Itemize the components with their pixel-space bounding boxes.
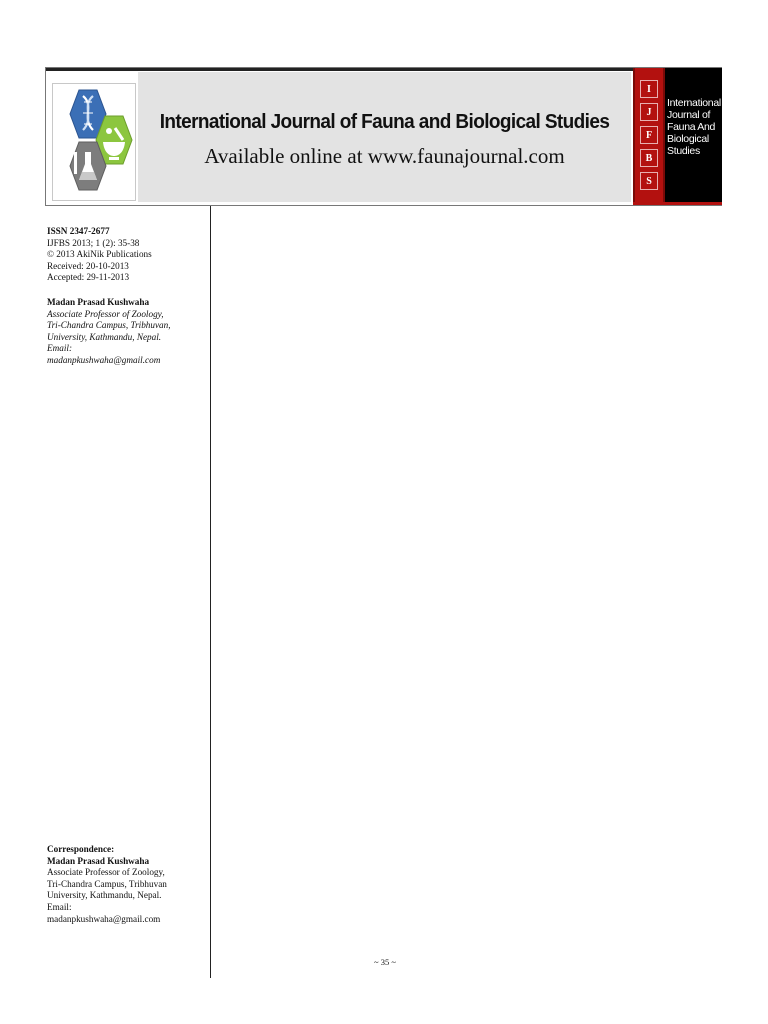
correspondence-name: Madan Prasad Kushwaha	[47, 855, 150, 866]
author-affiliation-line: Tri-Chandra Campus, Tribhuvan,	[47, 320, 171, 331]
journal-name-line: Journal of	[667, 109, 711, 121]
correspondence-email: madanpkushwaha@gmail.com	[47, 913, 161, 924]
author-email: madanpkushwaha@gmail.com	[47, 354, 161, 365]
journal-name-line: Studies	[667, 145, 700, 157]
correspondence-email-label: Email:	[47, 901, 72, 912]
acronym-letter-j: J	[640, 103, 658, 121]
correspondence-line: Associate Professor of Zoology,	[47, 867, 165, 878]
journal-logo	[52, 83, 136, 201]
article-metadata	[47, 226, 207, 284]
acronym-letter-s: S	[640, 172, 658, 190]
citation: IJFBS 2013; 1 (2): 35-38	[47, 237, 140, 248]
author-affiliation-line: Associate Professor of Zoology,	[47, 308, 164, 319]
correspondence-line: University, Kathmandu, Nepal.	[47, 890, 162, 901]
banner-red-rule	[633, 202, 722, 205]
column-divider	[210, 206, 211, 978]
author-info	[47, 297, 207, 367]
page-number: ~ 35 ~	[374, 957, 396, 967]
acronym-letter-f: F	[640, 126, 658, 144]
journal-name-stacked	[667, 97, 725, 157]
journal-title: International Journal of Fauna and Biological Studies	[159, 111, 610, 134]
correspondence-info	[47, 844, 207, 925]
journal-header-banner	[45, 67, 722, 206]
issn: ISSN 2347-2677	[47, 226, 110, 236]
author-name: Madan Prasad Kushwaha	[47, 297, 150, 307]
journal-name-line: International	[667, 97, 721, 109]
received-date: Received: 20-10-2013	[47, 260, 129, 271]
acronym-letter-i: I	[640, 80, 658, 98]
banner-top-rule	[46, 68, 721, 71]
author-email-label: Email:	[47, 343, 73, 354]
logo-hexagons	[53, 84, 137, 202]
correspondence-line: Tri-Chandra Campus, Tribhuvan	[47, 878, 167, 889]
journal-name-line: Biological	[667, 133, 709, 145]
journal-title-panel	[138, 72, 631, 202]
journal-name-panel	[665, 68, 722, 205]
copyright: © 2013 AkiNik Publications	[47, 249, 152, 260]
accepted-date: Accepted: 29-11-2013	[47, 272, 130, 283]
correspondence-heading: Correspondence:	[47, 844, 115, 854]
journal-website-line: Available online at www.faunajournal.com	[204, 144, 565, 168]
acronym-strip	[633, 68, 665, 205]
acronym-letter-b: B	[640, 149, 658, 167]
author-affiliation-line: University, Kathmandu, Nepal.	[47, 331, 162, 342]
journal-name-line: Fauna And	[667, 121, 716, 133]
